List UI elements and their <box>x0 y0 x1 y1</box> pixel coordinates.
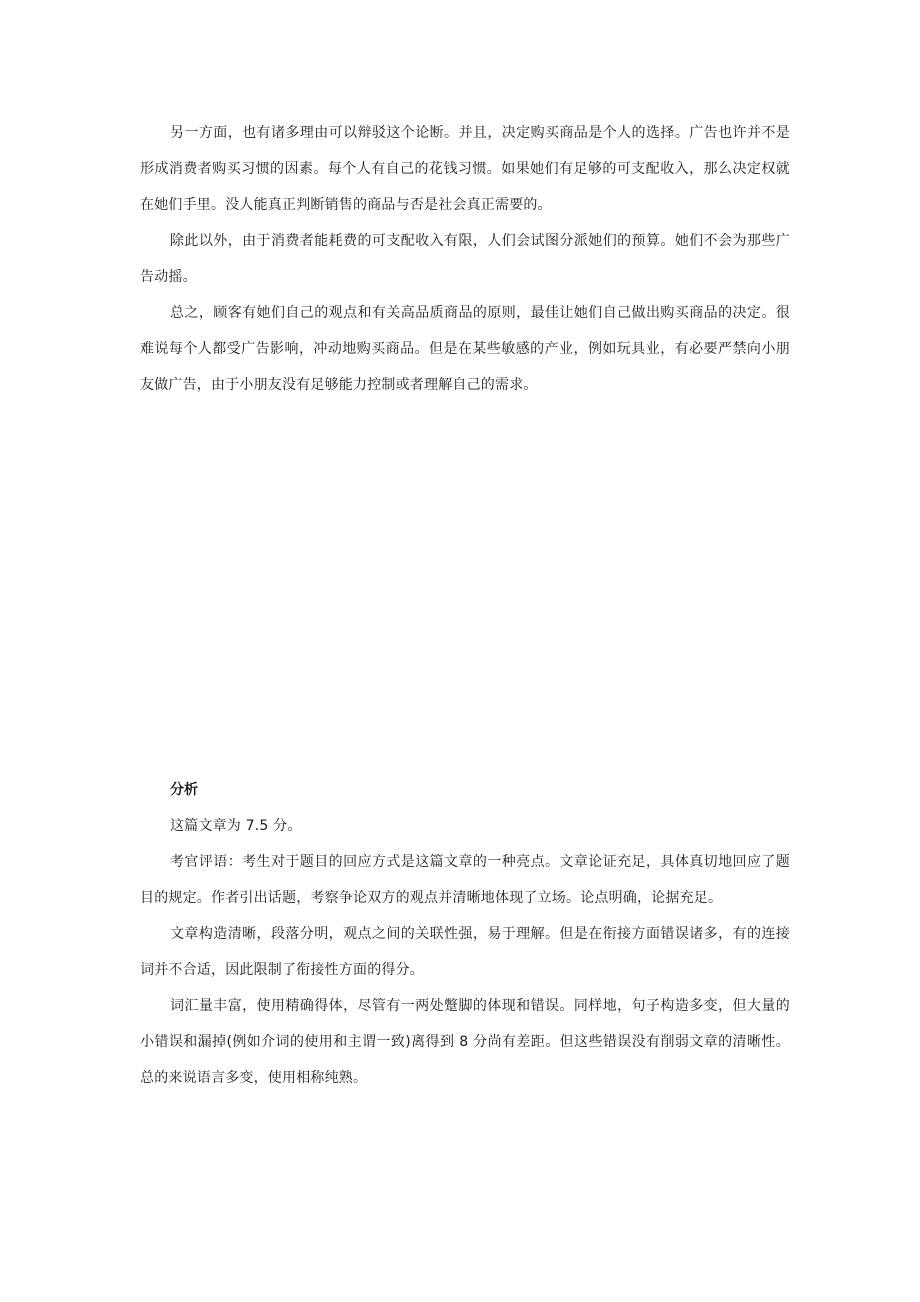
essay-paragraph-2: 除此以外，由于消费者能耗费的可支配收入有限，人们会试图分派她们的预算。她们不会为那些广告动摇。 <box>140 233 790 285</box>
essay-paragraph-3: 总之，顾客有她们自己的观点和有关高品质商品的原则，最佳让她们自己做出购买商品的决定。很难说每个人都受广告影响，冲动地购买商品。但是在某些敏感的产业，例如玩具业，有必要严禁向小朋友做广告，由于小朋友没有足够能力控制或者理解自己的需求。 <box>140 305 790 393</box>
analysis-paragraph-1: 考官评语：考生对于题目的回应方式是这篇文章的一种亮点。文章论证充足，具体真切地回应了题目的规定。作者引出话题，考察争论双方的观点并清晰地体现了立场。论点明确，论据充足。 <box>140 854 790 906</box>
analysis-paragraph-2: 文章构造清晰，段落分明，观点之间的关联性强，易于理解。但是在衔接方面错误诸多，有的连接词并不合适，因此限制了衔接性方面的得分。 <box>140 926 790 978</box>
analysis-heading: 分析 <box>170 782 198 798</box>
analysis-paragraph-3: 词汇量丰富，使用精确得体，尽管有一两处蹩脚的体现和错误。同样地，句子构造多变，但大量的小错误和漏掉(例如介词的使用和主谓一致)离得到 8 分尚有差距。但这些错误没有削弱文章的清晰性。总的来说语言多变，使用相称纯熟。 <box>140 998 790 1086</box>
analysis-score: 这篇文章为 7.5 分。 <box>170 818 302 834</box>
essay-paragraph-1: 另一方面，也有诸多理由可以辩驳这个论断。并且，决定购买商品是个人的选择。广告也许并不是形成消费者购买习惯的因素。每个人有自己的花钱习惯。如果她们有足够的可支配收入，那么决定权就在她们手里。没人能真正判断销售的商品与否是社会真正需要的。 <box>140 125 790 213</box>
analysis-section <box>140 772 790 1096</box>
essay-section <box>140 115 790 403</box>
